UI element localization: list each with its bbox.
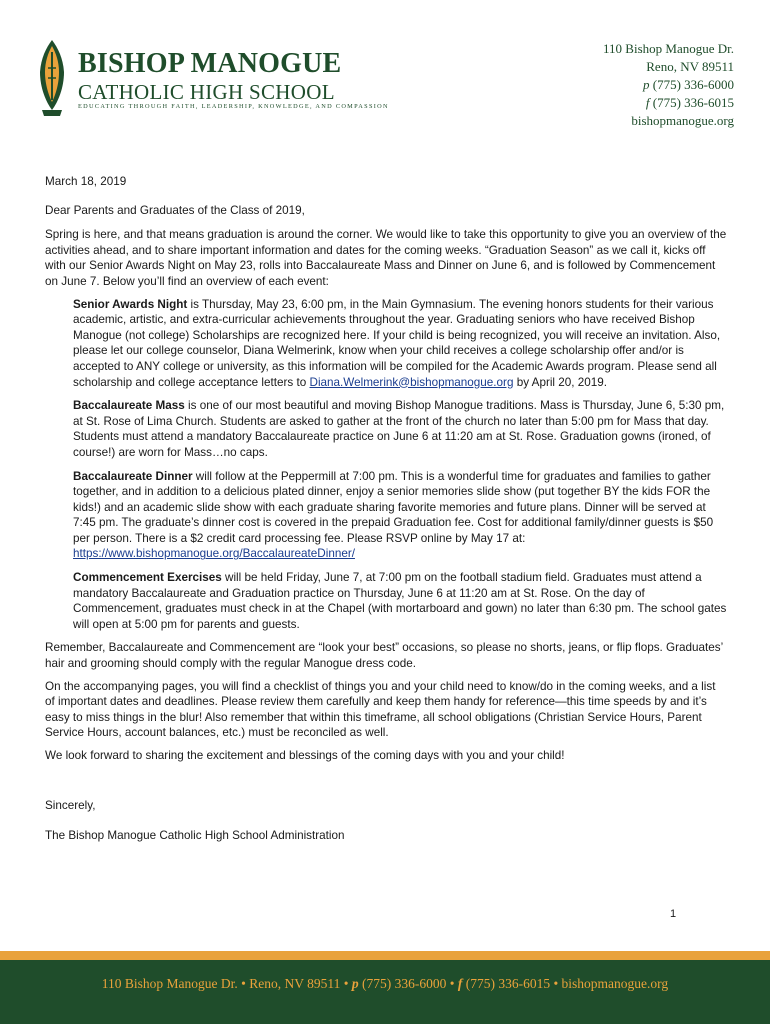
address-line-1: 110 Bishop Manogue Dr. <box>603 41 734 56</box>
letter-body <box>45 174 728 851</box>
phone-number: (775) 336-6000 <box>652 77 734 92</box>
event-text: will follow at the Peppermill at 7:00 pm. This is a wonderful time for graduates and families to gather together, and in addition to a delicious plated dinner, enjoy a senior memories slide show (put together BY the kids FOR the kids!) and an academic slide show with each graduate sharing favorite memories and future plans. Dinner will be served at 7:45 pm. The graduate’s dinner cost is covered in the prepaid Graduation fee. Cost for additional family/dinner guests is $50 per person. There is a $2 credit card processing fee. Please RSVP online by May 17 at: <box>73 469 714 545</box>
fax-label: f <box>645 95 650 110</box>
rsvp-link[interactable]: https://www.bishopmanogue.org/BaccalaureateDinner/ <box>73 547 355 561</box>
event-title: Baccalaureate Dinner <box>73 469 193 483</box>
sign-off: Sincerely, <box>45 798 96 812</box>
event-text: is Thursday, May 23, 6:00 pm, in the Main Gymnasium. The evening honors students for their various academic, artistic, and extra-curricular achievements throughout the year. Graduating seniors who have received Bishop Manogue (not college) Scholarships are recognized here. If your child is being recognized, you will receive an invitation. Also, please let our college counselor, Diana Welmerink, know when your child receives a college scholarship offer and/or is accepted to ANY college or university, as this information will be compiled for the Academic Awards program. Please send all scholarship and college acceptance letters to <box>73 297 721 389</box>
event-baccalaureate-dinner <box>73 469 728 563</box>
footer-fax-site: (775) 336-6015 • bishopmanogue.org <box>462 976 669 991</box>
phone-line <box>603 76 734 94</box>
school-name: BISHOP MANOGUE <box>78 48 342 79</box>
footer-phone-label: p <box>351 976 359 991</box>
footer-fax-label: f <box>457 976 463 991</box>
school-subtitle: CATHOLIC HIGH SCHOOL <box>78 80 335 104</box>
event-title: Commencement Exercises <box>73 571 222 585</box>
event-commencement <box>73 570 728 632</box>
intro-paragraph: Spring is here, and that means graduation is around the corner. We would like to take this opportunity to give you an overview of the activities ahead, and to share important information and dates for the coming weeks. “Graduation Season” as we call it, kicks off with our Senior Awards Night on May 23, rolls into Baccalaureate Mass and Dinner on June 6, and is followed by Commencement on June 7. Below you’ll find an overview of each event: <box>45 228 727 288</box>
school-motto: EDUCATING THROUGH FAITH, LEADERSHIP, KNOWLEDGE, AND COMPASSION <box>78 103 389 110</box>
school-logo <box>36 38 389 120</box>
crest-icon <box>36 38 68 118</box>
footer-gold-stripe <box>0 951 770 960</box>
counselor-email-link[interactable]: Diana.Welmerink@bishopmanogue.org <box>309 375 514 389</box>
letter-date: March 18, 2019 <box>45 175 127 188</box>
footer-contact <box>0 976 770 992</box>
letterhead-address <box>603 40 734 130</box>
website: bishopmanogue.org <box>631 113 734 128</box>
event-text: will be held Friday, June 7, at 7:00 pm on the football stadium field. Graduates must attend a mandatory Baccalaureate and Graduation practice on Thursday, June 6 at 11:20 am at St. Rose. On the day of Commencement, graduates must check in at the Chapel (with mortarboard and gown) no later than 6:30 pm. The school gates will open at 5:00 pm for parents and guests. <box>73 571 727 631</box>
address-line-2: Reno, NV 89511 <box>646 59 734 74</box>
event-text-after: by April 20, 2019. <box>513 375 608 389</box>
footer-phone: (775) 336-6000 • <box>358 976 458 991</box>
letter-greeting: Dear Parents and Graduates of the Class of 2019, <box>45 203 305 217</box>
phone-label: p <box>643 77 650 92</box>
event-senior-awards <box>73 297 728 391</box>
footer-bar <box>0 960 770 1024</box>
event-title: Baccalaureate Mass <box>73 399 185 413</box>
remember-paragraph: Remember, Baccalaureate and Commencement are “look your best” occasions, so please no shorts, jeans, or flip flops. Graduates’ hair and grooming should comply with the regular Manogue dress code. <box>45 641 723 671</box>
closing-paragraph: We look forward to sharing the excitement and blessings of the coming days with you and your child! <box>45 749 565 762</box>
event-text: is one of our most beautiful and moving Bishop Manogue traditions. Mass is Thursday, June 6, 5:30 pm, at St. Rose of Lima Church. Students are asked to gather at the front of the church no later than 5:00 pm for Mass that day. Students must attend a mandatory Baccalaureate practice on June 6 at 11:20 am at St. Rose. Graduation gowns (ironed, of course!) are worn for Mass…no caps. <box>73 399 725 459</box>
signature: The Bishop Manogue Catholic High School Administration <box>45 829 345 843</box>
footer-address: 110 Bishop Manogue Dr. • Reno, NV 89511 • <box>101 976 352 991</box>
page-number: 1 <box>670 908 677 920</box>
fax-number: (775) 336-6015 <box>652 95 734 110</box>
event-baccalaureate-mass <box>73 398 728 460</box>
fax-line <box>603 94 734 112</box>
accompanying-paragraph: On the accompanying pages, you will find a checklist of things you and your child need to know/do in the coming weeks, and a list of important dates and deadlines. Please review them carefully and keep them handy for reference—this time speeds by and it’s easy to miss things in the blur! Also remember that within this timeframe, all school obligations (Christian Service Hours, Parent Service Hours, account balances, etc.) must be reconciled as well. <box>45 679 716 740</box>
event-title: Senior Awards Night <box>73 297 188 311</box>
